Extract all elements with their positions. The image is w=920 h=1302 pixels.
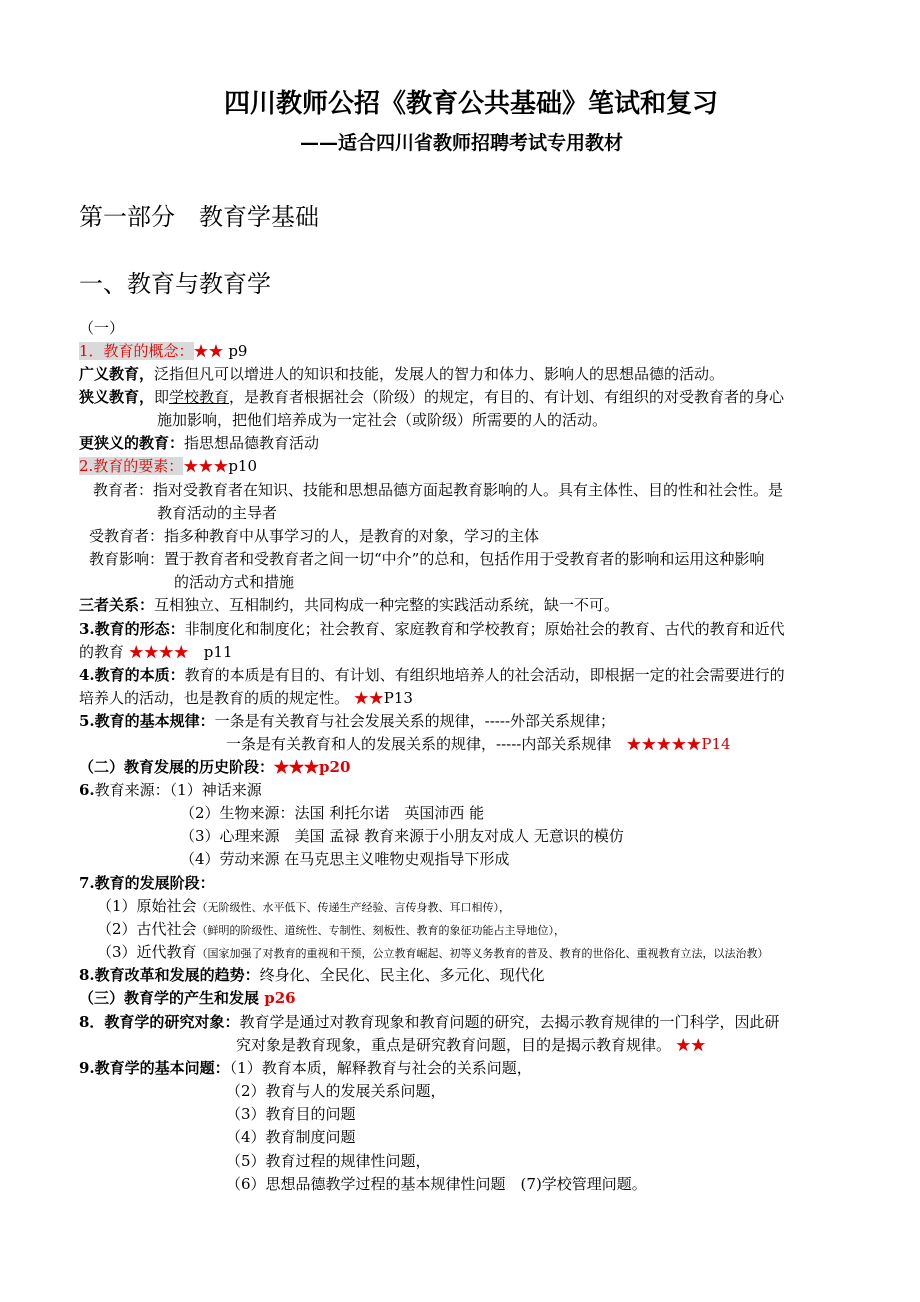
definition-text: 非制度化和制度化；社会教育、家庭教育和学校教育；原始社会的教育、古代的教育和近代 [184, 620, 785, 638]
relation-line [79, 595, 619, 615]
item-9-4: （4）教育制度问题 [226, 1128, 356, 1146]
star-rating: ★★ [193, 342, 224, 360]
item-5-cont [226, 734, 731, 754]
influence-def: 教育影响：置于教育者和受教育者之间一切“中介”的总和，包括作用于受教育者的影响和运用这种影响 [89, 550, 765, 568]
stage-note: （无阶级性、水平低下、传递生产经验、言传身教、耳口相传）， [196, 901, 511, 914]
star-rating: ★★ [353, 689, 384, 707]
page-ref: p20 [319, 758, 351, 776]
stage-label: （3）近代教育 [97, 943, 197, 961]
term-label: 广义教育， [79, 365, 155, 383]
item-3-cont [79, 642, 233, 662]
definition-text: 教育来源：（1）神话来源 [94, 781, 262, 799]
doc-title: 四川教师公招《教育公共基础》笔试和复习 [224, 89, 719, 119]
influence-def-cont: 的活动方式和措施 [174, 573, 295, 591]
section-3-heading [79, 988, 296, 1008]
definition-text: 培养人的活动，也是教育的质的规定性。 [79, 689, 354, 707]
definition-text: 指思想品德教育活动 [184, 434, 320, 452]
term-label: 三者关系： [79, 596, 155, 614]
item-9-3: （3）教育目的问题 [226, 1105, 356, 1123]
page-ref: p10 [228, 457, 258, 475]
definition-text: 一条是有关教育和人的发展关系的规律，-----内部关系规律 [226, 735, 627, 753]
item-7: 7.教育的发展阶段： [79, 874, 215, 892]
item-5-label: 5.教育的基本规律： [79, 712, 215, 730]
item-2-label: 2.教育的要素： [79, 457, 184, 475]
item-9-2: （2）教育与人的发展关系问题， [226, 1082, 446, 1100]
item-1 [79, 341, 247, 361]
star-rating: ★★★ [274, 758, 320, 776]
item-7-3 [97, 942, 769, 964]
narrower-education [79, 433, 319, 453]
item-9-5: （5）教育过程的规律性问题， [226, 1152, 431, 1170]
definition-text: 泛指但凡可以增进人的知识和技能，发展人的智力和体力、影响人的思想品德的活动。 [154, 365, 725, 383]
item-3 [79, 619, 785, 639]
star-rating: ★★ [675, 1036, 706, 1054]
page-ref: p9 [223, 342, 248, 360]
narrow-education-cont: 施加影响，把他们培养成为一定社会（或阶级）所需要的人的活动。 [157, 411, 608, 429]
stage-note: （国家加强了对教育的重视和干预，公立教育崛起、初等义务教育的普及、教育的世俗化、重视教育立法，以法治教） [196, 947, 769, 960]
definition-text: 究对象是教育现象，重点是研究教育问题，目的是揭示教育规律。 [236, 1036, 676, 1054]
part-heading: 第一部分 教育学基础 [79, 203, 319, 231]
page-ref: P14 [701, 735, 731, 753]
item-4-label: 4.教育的本质： [79, 666, 185, 684]
item-6-2: （2）生物来源：法国 利托尔诺 英国沛西 能 [180, 804, 485, 822]
item-6 [79, 780, 262, 800]
section-2-heading [79, 757, 350, 777]
page-ref: p26 [259, 989, 296, 1007]
stage-label: （2）古代社会 [97, 920, 197, 938]
term-label: 更狭义的教育： [79, 434, 185, 452]
item-7-1 [97, 896, 510, 918]
item-3-label: 3.教育的形态： [79, 620, 185, 638]
stage-label: （1）原始社会 [97, 897, 197, 915]
definition-text: ，是教育者根据社会（阶级）的规定，有目的、有计划、有组织的对受教育者的身心 [229, 388, 785, 406]
definition-text: 即 [154, 388, 170, 406]
definition-text: （1）教育本质，解释教育与社会的关系问题， [229, 1059, 532, 1077]
page-ref: P13 [383, 689, 413, 707]
chapter-heading: 一、教育与教育学 [79, 270, 271, 298]
page-ref: p11 [188, 643, 233, 661]
definition-text: 教育学是通过对教育现象和教育问题的研究，去揭示教育规律的一门科学，因此研 [239, 1013, 780, 1031]
definition-text: 互相独立、互相制约，共同构成一种完整的实践活动系统，缺一不可。 [154, 596, 620, 614]
item-6-4: （4）劳动来源 在马克思主义唯物史观指导下形成 [180, 850, 510, 868]
definition-text: 一条是有关教育与社会发展关系的规律，-----外部关系规律； [214, 712, 616, 730]
section-1-heading: （一） [79, 319, 125, 337]
item-1-label: 1．教育的概念： [79, 342, 194, 360]
definition-text: 终身化、全民化、民主化、多元化、现代化 [259, 966, 545, 984]
item-8b-label: 8．教育学的研究对象： [79, 1013, 240, 1031]
star-rating: ★★★★★ [626, 735, 702, 753]
definition-text: 的教育 [79, 643, 129, 661]
item-5 [79, 711, 615, 731]
item-9-6: （6）思想品德教学过程的基本规律性问题 (7)学校管理问题。 [226, 1175, 647, 1193]
stage-note: （鲜明的阶级性、道统性、专制性、刻板性、教育的象征功能占主导地位）， [196, 924, 566, 937]
star-rating: ★★★★ [128, 643, 189, 661]
item-6-3: （3）心理来源 美国 孟禄 教育来源于小朋友对成人 无意识的模仿 [180, 827, 624, 845]
item-8-label: 8.教育改革和发展的趋势： [79, 966, 260, 984]
item-8b [79, 1012, 779, 1032]
star-rating: ★★★ [183, 457, 229, 475]
term-label: 狭义教育， [79, 388, 155, 406]
educator-def: 教育者：指对受教育者在知识、技能和思想品德方面起教育影响的人。具有主体性、目的性和社会性。是 [93, 481, 784, 499]
item-9-label: 9.教育学的基本问题： [79, 1059, 230, 1077]
educator-def-cont: 教育活动的主导者 [157, 504, 278, 522]
item-4 [79, 665, 785, 685]
section-title: （三）教育学的产生和发展 [79, 989, 260, 1007]
item-9 [79, 1058, 532, 1078]
item-8b-cont [236, 1035, 706, 1055]
item-7-2 [97, 919, 565, 941]
item-6-label: 6. [79, 781, 95, 799]
broad-education [79, 364, 724, 384]
item-2 [79, 456, 257, 476]
doc-subtitle: ——适合四川省教师招聘考试专用教材 [300, 132, 624, 154]
definition-text: 教育的本质是有目的、有计划、有组织地培养人的社会活动，即根据一定的社会需要进行的 [184, 666, 785, 684]
item-8 [79, 965, 545, 985]
narrow-education [79, 387, 784, 407]
learner-def: 受教育者：指多种教育中从事学习的人，是教育的对象，学习的主体 [89, 527, 540, 545]
school-education-link[interactable]: 学校教育 [169, 388, 230, 406]
item-4-cont [79, 688, 413, 708]
section-title: （二）教育发展的历史阶段： [79, 758, 275, 776]
